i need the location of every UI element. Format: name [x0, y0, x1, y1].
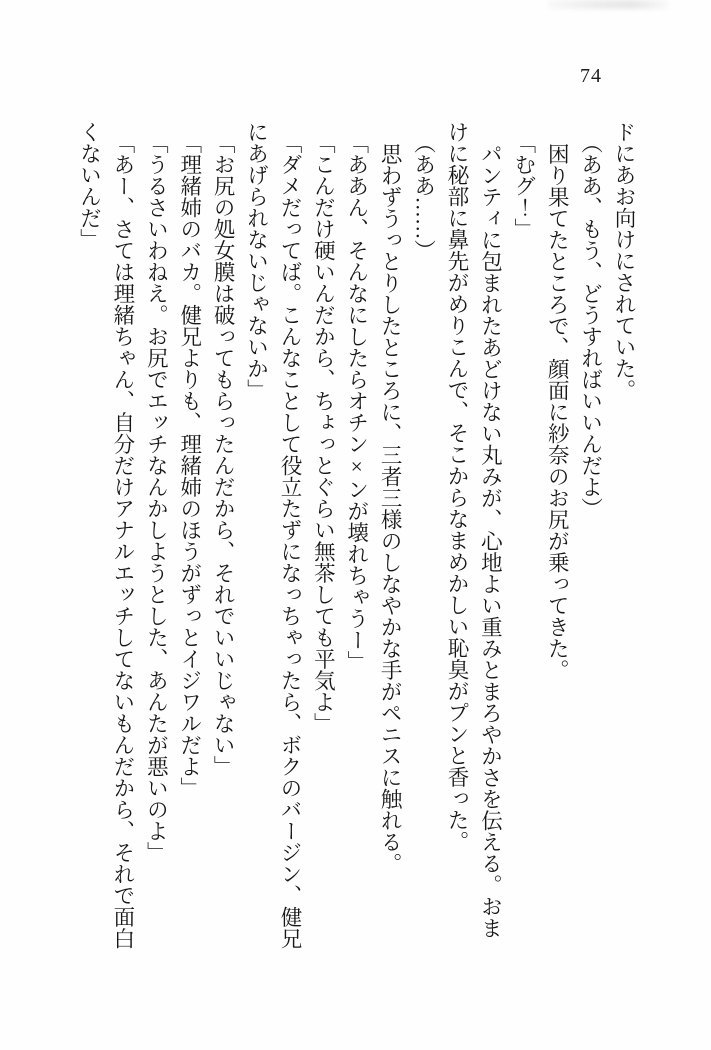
text-line: 困り果てたところで、顔面に紗奈のお尻が乗ってきた。: [545, 142, 570, 680]
text-line: 「理緒姉のバカ。健兄よりも、理緒姉のほうがずっとイジワルだよ」: [177, 131, 202, 799]
text-block: [72, 121, 640, 957]
text-line: 思わずうっとりしたところに、三者三様のしなやかな手がペニスに触れる。: [378, 142, 403, 874]
text-line: （ああ……）: [411, 131, 436, 261]
scan-smudge: [548, 0, 668, 9]
page-number: 74: [580, 65, 602, 87]
text-line: パンティに包まれたあどけない丸みが、心地よい重みとまろやかさを伝える。おま: [478, 142, 503, 938]
text-line: 「うるさいわねえ。お尻でエッチなんかしようとした、あんたが悪いのよ」: [144, 131, 169, 863]
text-line: けに秘部に鼻先がめりこんで、そこからなまめかしい恥臭がプンと香った。: [444, 121, 469, 852]
text-line: （ああ、もう、どうすればいいんだよ）: [578, 131, 603, 519]
text-line: 「あー、さては理緒ちゃん、自分だけアナルエッチしてないもんだから、それで面白: [110, 131, 135, 949]
text-line: 「お尻の処女膜は破ってもらったんだから、それでいいじゃない」: [211, 131, 236, 777]
text-line: くないんだ」: [77, 121, 102, 250]
text-line: 「こんだけ硬いんだから、ちょっとぐらい無茶しても平気よ」: [311, 131, 336, 734]
text-line: 「むグ！」: [511, 131, 536, 240]
text-line: ドにあお向けにされていた。: [612, 121, 636, 401]
text-line: 「ああん、そんなにしたらオチン×ンが壊れちゃうー」: [344, 131, 369, 672]
text-line: にあげられないじゃないか」: [244, 121, 269, 401]
text-line: 「ダメだってば。こんなことして役立たずになっちゃったら、ボクのバージン、健兄: [277, 131, 302, 949]
